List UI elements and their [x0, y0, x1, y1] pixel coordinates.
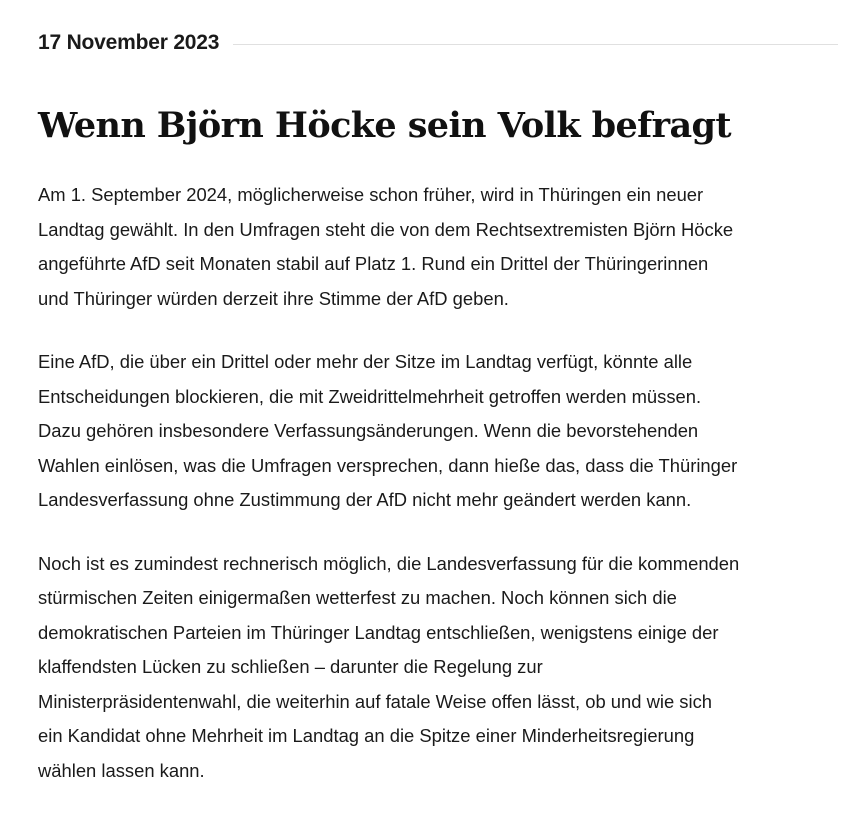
- publication-date: 17 November 2023: [38, 31, 220, 54]
- paragraph-line: Eine AfD, die über ein Drittel oder mehr der Sitze im Landtag verfügt, könnte alle: [38, 351, 693, 372]
- paragraph-line: Landtag gewählt. In den Umfragen steht die von dem Rechtsextremisten Björn Höcke: [38, 218, 734, 240]
- paragraph-line: Landesverfassung ohne Zustimmung der AfD nicht mehr geändert werden kann.: [38, 489, 692, 510]
- article-paragraph: [38, 547, 838, 789]
- paragraph-line: Dazu gehören insbesondere Verfassungsänderungen. Wenn die bevorstehenden: [38, 420, 699, 441]
- paragraph-line: demokratischen Parteien im Thüringer Landtag entschließen, wenigstens einige der: [38, 621, 719, 643]
- paragraph-line: wählen lassen kann.: [38, 759, 205, 781]
- paragraph-line: Noch ist es zumindest rechnerisch möglich, die Landesverfassung für die kommenden: [38, 552, 740, 574]
- paragraph-line: und Thüringer würden derzeit ihre Stimme der AfD geben.: [38, 287, 509, 309]
- article-paragraph: [38, 345, 838, 518]
- paragraph-line: ein Kandidat ohne Mehrheit im Landtag an die Spitze einer Minderheitsregierung: [38, 725, 695, 746]
- date-row: [38, 29, 838, 57]
- article-paragraph: [38, 178, 838, 316]
- paragraph-line: Entscheidungen blockieren, die mit Zweidrittelmehrheit getroffen werden müssen.: [38, 385, 702, 407]
- paragraph-line: Ministerpräsidentenwahl, die weiterhin auf fatale Weise offen lässt, ob und wie sich: [38, 690, 713, 712]
- paragraph-line: Am 1. September 2024, möglicherweise schon früher, wird in Thüringen ein neuer: [38, 184, 704, 205]
- date-divider: [233, 44, 838, 45]
- article-body: [38, 178, 838, 817]
- paragraph-line: klaffendsten Lücken zu schließen – darunter die Regelung zur: [38, 656, 543, 677]
- paragraph-line: stürmischen Zeiten einigermaßen wetterfest zu machen. Noch können sich die: [38, 587, 677, 608]
- paragraph-line: Wahlen einlösen, was die Umfragen versprechen, dann hieße das, dass die Thüringer: [38, 454, 738, 476]
- paragraph-line: angeführte AfD seit Monaten stabil auf Platz 1. Rund ein Drittel der Thüringerinnen: [38, 253, 709, 274]
- article-title: Wenn Björn Höcke sein Volk befragt: [38, 105, 731, 146]
